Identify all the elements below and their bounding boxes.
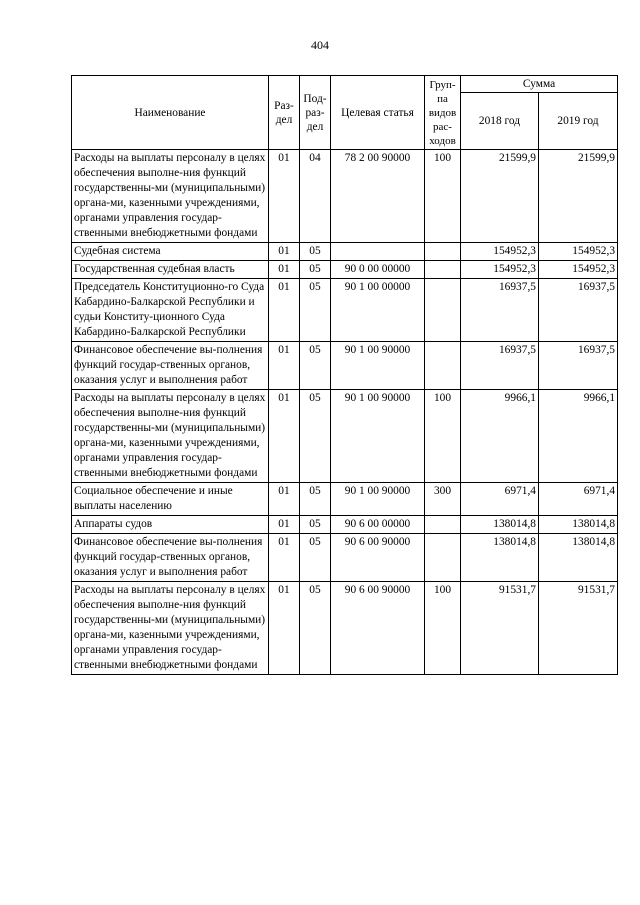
header-row-1 [72, 76, 618, 93]
cell-pr: 04 [300, 150, 331, 243]
header-group: Груп-па видов рас-ходов [425, 76, 461, 150]
header-section: Раз-дел [269, 76, 300, 150]
cell-y2018: 9966,1 [461, 390, 539, 483]
cell-y2019: 138014,8 [539, 516, 618, 534]
cell-y2019: 138014,8 [539, 534, 618, 582]
table-body [72, 150, 618, 675]
cell-vr: 100 [425, 390, 461, 483]
table-row [72, 582, 618, 675]
table-row [72, 279, 618, 342]
cell-cs: 78 2 00 90000 [331, 150, 425, 243]
cell-pr: 05 [300, 516, 331, 534]
page-number: 404 [311, 38, 329, 52]
cell-rz: 01 [269, 390, 300, 483]
cell-y2019: 6971,4 [539, 483, 618, 516]
cell-vr: 100 [425, 150, 461, 243]
header-2019: 2019 год [539, 93, 618, 150]
cell-vr [425, 534, 461, 582]
cell-vr [425, 342, 461, 390]
cell-y2019: 91531,7 [539, 582, 618, 675]
cell-cs: 90 1 00 00000 [331, 279, 425, 342]
cell-name: Финансовое обеспечение вы-полнения функций государ-ственных органов, оказания услуг и выполнения работ [72, 342, 269, 390]
cell-pr: 05 [300, 342, 331, 390]
header-subsection: Под-раз-дел [300, 76, 331, 150]
cell-y2019: 21599,9 [539, 150, 618, 243]
cell-pr: 05 [300, 261, 331, 279]
cell-rz: 01 [269, 534, 300, 582]
cell-rz: 01 [269, 342, 300, 390]
cell-cs: 90 1 00 90000 [331, 390, 425, 483]
cell-y2018: 138014,8 [461, 534, 539, 582]
cell-name: Расходы на выплаты персоналу в целях обеспечения выполне-ния функций государственны-ми (муниципальными) органа-ми, казенными учреждениями, органами управления государ-ственными внебюджетными фондами [72, 582, 269, 675]
cell-cs: 90 1 00 90000 [331, 483, 425, 516]
cell-pr: 05 [300, 483, 331, 516]
cell-pr: 05 [300, 243, 331, 261]
cell-cs: 90 1 00 90000 [331, 342, 425, 390]
cell-y2018: 6971,4 [461, 483, 539, 516]
table-row [72, 150, 618, 243]
cell-name: Расходы на выплаты персоналу в целях обеспечения выполне-ния функций государственны-ми (муниципальными) органа-ми, казенными учреждениями, органами управления государ-ственными внебюджетными фондами [72, 150, 269, 243]
cell-vr [425, 243, 461, 261]
cell-vr: 100 [425, 582, 461, 675]
cell-y2018: 16937,5 [461, 342, 539, 390]
cell-cs [331, 243, 425, 261]
header-sum: Сумма [461, 76, 618, 93]
cell-rz: 01 [269, 261, 300, 279]
table-row [72, 534, 618, 582]
cell-vr [425, 516, 461, 534]
cell-rz: 01 [269, 279, 300, 342]
cell-y2019: 154952,3 [539, 243, 618, 261]
cell-y2019: 16937,5 [539, 279, 618, 342]
cell-y2018: 16937,5 [461, 279, 539, 342]
header-2018: 2018 год [461, 93, 539, 150]
table-row [72, 342, 618, 390]
cell-y2019: 16937,5 [539, 342, 618, 390]
table-row [72, 390, 618, 483]
cell-name: Финансовое обеспечение вы-полнения функций государ-ственных органов, оказания услуг и выполнения работ [72, 534, 269, 582]
cell-y2018: 154952,3 [461, 243, 539, 261]
cell-pr: 05 [300, 390, 331, 483]
cell-rz: 01 [269, 516, 300, 534]
cell-y2018: 21599,9 [461, 150, 539, 243]
cell-cs: 90 0 00 00000 [331, 261, 425, 279]
cell-name: Государственная судебная власть [72, 261, 269, 279]
cell-cs: 90 6 00 00000 [331, 516, 425, 534]
header-name: Наименование [72, 76, 269, 150]
table-row [72, 516, 618, 534]
cell-pr: 05 [300, 582, 331, 675]
cell-rz: 01 [269, 483, 300, 516]
cell-vr [425, 279, 461, 342]
cell-cs: 90 6 00 90000 [331, 582, 425, 675]
cell-name: Аппараты судов [72, 516, 269, 534]
table-row [72, 261, 618, 279]
cell-rz: 01 [269, 582, 300, 675]
cell-vr: 300 [425, 483, 461, 516]
cell-y2018: 138014,8 [461, 516, 539, 534]
cell-name: Расходы на выплаты персоналу в целях обеспечения выполне-ния функций государственны-ми (муниципальными) органа-ми, казенными учреждениями, органами управления государ-ственными внебюджетными фондами [72, 390, 269, 483]
cell-cs: 90 6 00 90000 [331, 534, 425, 582]
cell-rz: 01 [269, 243, 300, 261]
cell-vr [425, 261, 461, 279]
cell-pr: 05 [300, 534, 331, 582]
cell-pr: 05 [300, 279, 331, 342]
table-row [72, 243, 618, 261]
cell-y2019: 154952,3 [539, 261, 618, 279]
header-target: Целевая статья [331, 76, 425, 150]
table-row [72, 483, 618, 516]
cell-name: Судебная система [72, 243, 269, 261]
cell-y2018: 154952,3 [461, 261, 539, 279]
cell-name: Председатель Конституционно-го Суда Кабардино-Балкарской Республики и судьи Конститу-ционного Суда Кабардино-Балкарской Республики [72, 279, 269, 342]
cell-y2018: 91531,7 [461, 582, 539, 675]
cell-y2019: 9966,1 [539, 390, 618, 483]
cell-name: Социальное обеспечение и иные выплаты населению [72, 483, 269, 516]
cell-rz: 01 [269, 150, 300, 243]
budget-table [71, 75, 618, 675]
